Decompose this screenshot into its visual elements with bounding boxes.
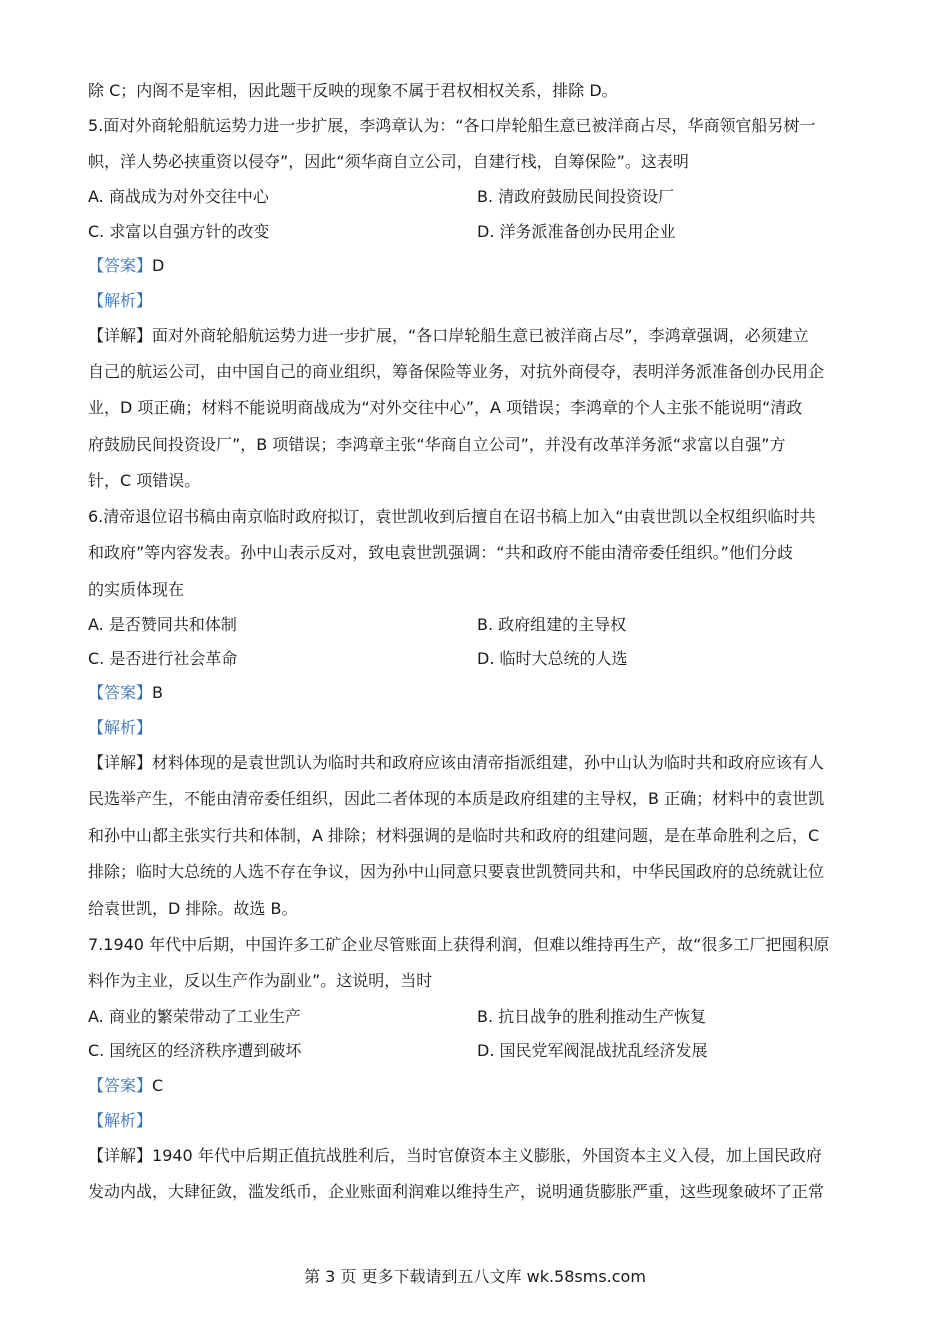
- detail-text: 面对外商轮船航运势力进一步扩展，“各口岸轮船生意已被洋商占尽”，李鸿章强调，必须建立: [152, 326, 809, 345]
- option-d: D. 洋务派准备创办民用企业: [477, 222, 676, 241]
- option-b: B. 抗日战争的胜利推动生产恢复: [477, 1007, 707, 1026]
- option-c: C. 求富以自强方针的改变: [88, 222, 270, 241]
- answer-value: B: [152, 683, 163, 702]
- detail-line: 业，D 项正确；材料不能说明商战成为“对外交往中心”，A 项错误；李鸿章的个人主张不能说明“清政: [88, 398, 803, 417]
- detail-tag: 【详解】: [88, 1146, 153, 1165]
- option-a: A. 是否赞同共和体制: [88, 615, 237, 634]
- answer-line: [88, 255, 164, 277]
- detail-line: 给袁世凯，D 排除。故选 B。: [88, 899, 298, 918]
- detail-line: 排除；临时大总统的人选不存在争议，因为孙中山同意只要袁世凯赞同共和，中华民国政府的总统就让位: [88, 862, 825, 881]
- detail-line: [88, 752, 824, 774]
- question-7-stem: 7.1940 年代中后期，中国许多工矿企业尽管账面上获得利润，但难以维持再生产，故“很多工厂把囤积原: [88, 935, 830, 954]
- analysis-tag: [88, 290, 152, 312]
- detail-text: 1940 年代中后期正值抗战胜利后，当时官僚资本主义膨胀，外国资本主义入侵，加上国民政府: [152, 1146, 822, 1165]
- answer-tag: 【答案】: [88, 683, 153, 702]
- question-6-stem: 和政府”等内容发表。孙中山表示反对，致电袁世凯强调：“共和政府不能由清帝委任组织。”他们分歧: [88, 543, 793, 562]
- answer-line: [88, 1075, 163, 1097]
- option-a: A. 商战成为对外交往中心: [88, 187, 269, 206]
- question-5-stem: 帜，洋人势必挟重资以侵夺”，因此“须华商自立公司，自建行栈，自筹保险”。这表明: [88, 152, 689, 171]
- detail-text: 材料体现的是袁世凯认为临时共和政府应该由清帝指派组建，孙中山认为临时共和政府应该有人: [152, 753, 825, 772]
- detail-line: 针，C 项错误。: [88, 471, 201, 490]
- option-c: C. 是否进行社会革命: [88, 649, 238, 668]
- detail-line: 府鼓励民间投资设厂”，B 项错误；李鸿章主张“华商自立公司”，并没有改革洋务派“求富以自强”方: [88, 435, 786, 454]
- analysis-label: 【解析】: [88, 718, 153, 737]
- option-c: C. 国统区的经济秩序遭到破坏: [88, 1041, 302, 1060]
- option-b: B. 政府组建的主导权: [477, 615, 627, 634]
- option-b: B. 清政府鼓励民间投资设厂: [477, 187, 675, 206]
- detail-line: [88, 1145, 822, 1167]
- answer-value: C: [152, 1076, 164, 1095]
- detail-line: 和孙中山都主张实行共和体制，A 排除；材料强调的是临时共和政府的组建问题，是在革命胜利之后，C: [88, 826, 820, 845]
- answer-line: [88, 682, 163, 704]
- detail-line: 民选举产生，不能由清帝委任组织，因此二者体现的本质是政府组建的主导权，B 正确；材料中的袁世凯: [88, 789, 825, 808]
- answer-value: D: [152, 256, 165, 275]
- question-5-stem: 5.面对外商轮船航运势力进一步扩展，李鸿章认为：“各口岸轮船生意已被洋商占尽，华商领官船另树一: [88, 116, 816, 135]
- question-6-stem: 6.清帝退位诏书稿由南京临时政府拟订，袁世凯收到后擅自在诏书稿上加入“由袁世凯以全权组织临时共: [88, 507, 816, 526]
- question-7-stem: 料作为主业，反以生产作为副业”。这说明，当时: [88, 971, 433, 990]
- detail-line: 自己的航运公司，由中国自己的商业组织，筹备保险等业务，对抗外商侵夺，表明洋务派准备创办民用企: [88, 362, 825, 381]
- analysis-label: 【解析】: [88, 291, 153, 310]
- answer-tag: 【答案】: [88, 1076, 153, 1095]
- question-6-stem: 的实质体现在: [88, 580, 185, 599]
- option-a: A. 商业的繁荣带动了工业生产: [88, 1007, 301, 1026]
- analysis-label: 【解析】: [88, 1111, 153, 1130]
- detail-line: [88, 325, 809, 347]
- detail-line: 发动内战，大肆征敛，滥发纸币，企业账面利润难以维持生产，说明通货膨胀严重，这些现象破坏了正常: [88, 1182, 825, 1201]
- detail-tag: 【详解】: [88, 326, 153, 345]
- text-line: 除 C；内阁不是宰相，因此题干反映的现象不属于君权相权关系，排除 D。: [88, 81, 618, 100]
- answer-tag: 【答案】: [88, 256, 153, 275]
- analysis-tag: [88, 1110, 152, 1132]
- option-d: D. 国民党军阀混战扰乱经济发展: [477, 1041, 708, 1060]
- analysis-tag: [88, 717, 152, 739]
- page-footer: 第 3 页 更多下载请到五八文库 wk.58sms.com: [304, 1267, 646, 1286]
- detail-tag: 【详解】: [88, 753, 153, 772]
- option-d: D. 临时大总统的人选: [477, 649, 628, 668]
